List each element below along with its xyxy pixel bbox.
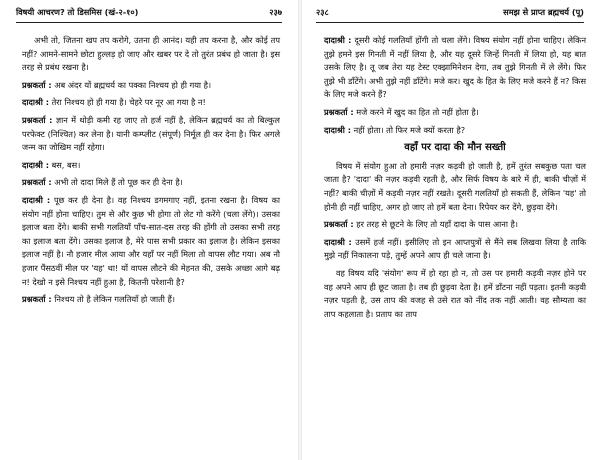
dialogue-paragraph <box>22 176 280 190</box>
right-page-number: २३८ <box>316 7 329 17</box>
dialogue-text: उसमें हर्ज नहीं। इसीलिए तो इन आप्तपुत्रों से मैंने सब लिखवा लिया है ताकि मुझे नहीं निकालना पड़े, तुम्हें अपने आप ही चले जाना है। <box>324 236 586 261</box>
dialogue-paragraph <box>22 96 280 110</box>
right-page-header <box>316 7 584 21</box>
dialogue-paragraph <box>324 218 586 232</box>
paragraph-text: अभी तो, जितना खप तप करोगे, उतना ही आनंद। यही तप करना है, और कोई तप नहीं? आमने-सामने छोटा हुल्लड़ हो जाए और खबर पर दे तो तुरंत प्रबंध हो जाता है। इस तरह से प्रबंध रखना है। <box>22 35 280 73</box>
dialogue-text: अभी तो दादा मिले हैं तो पूछ कर ही देना है। <box>54 177 183 188</box>
dialogue-paragraph <box>324 106 586 120</box>
paragraph <box>324 267 586 321</box>
dialogue-text: तेरा निश्चय हो ही गया है। चेहरे पर नूर आ गया है न! <box>51 97 206 108</box>
dialogue-paragraph <box>22 194 280 289</box>
dialogue-text: हर तरह से छूटने के लिए तो यहाँ दादा के पास आना है। <box>356 219 519 230</box>
paragraph-text: विषय में संयोग हुआ तो हमारी नज़र कड़वी हो जाती है, हमें तुरंत सबकुछ पता चल जाता है? 'दादा' की नज़र कड़वी रहती है, और सिर्फ विषय के बारे में ही, बाकी चीज़ों में नहीं? बाकी चीज़ों में कड़वी नज़र नहीं रखते। दूसरी गलतियाँ हो सकती हैं, लेकिन 'यह' तो होनी ही नहीं चाहिए, अगर हो जाए तो हमें बता देना। रिपेयर कर देंगे, छुड़वा देंगे। <box>324 160 586 212</box>
dialogue-text: नहीं होता। तो फिर मजे क्यों करता है? <box>353 124 466 135</box>
speaker-label: प्रश्नकर्ता : <box>22 114 53 125</box>
paragraph <box>22 34 280 75</box>
dialogue-paragraph <box>22 293 280 307</box>
speaker-label: प्रश्नकर्ता : <box>22 294 52 305</box>
dialogue-paragraph <box>22 79 280 93</box>
speaker-label: प्रश्नकर्ता : <box>324 219 354 230</box>
dialogue-text: बस, बस। <box>51 159 81 170</box>
speaker-label: प्रश्नकर्ता : <box>324 106 354 117</box>
speaker-label: दादाश्री : <box>22 194 51 205</box>
dialogue-text: दूसरी कोई गलतियाँ होंगी तो चला लेंगे। विषय संयोग नहीं होना चाहिए। लेकिन तुझे हमने इस गिनती में नहीं लिया है, और यह दूसरे जिन्हें गिनती में लिया हो, यह बात उसके लिए है। तू जब तेरा यह टेस्ट एक्झामिनेशन देगा, तब तुझे गिनती में ले लेंगे। फिर तुझे भी डाँटेंगे। अभी तुझे नहीं डाँटेंगे। मजे कर। खुद के हित के लिए मजे करने हैं न? किस के लिए मजे करने हैं? <box>324 35 586 100</box>
right-page <box>302 0 600 460</box>
speaker-label: दादाश्री : <box>22 159 49 170</box>
speaker-label: प्रश्नकर्ता : <box>22 79 52 90</box>
paragraph-text: वह विषय यदि 'संयोग' रूप में हो रहा हो न, तो उस पर हमारी कड़वी नज़र होने पर वह अपने आप ही छूट जाता है। तब ही छुड़वा देता है। हमें डाँटना नहीं पड़ता। इतनी कड़वी नज़र पड़ती है, उस ताप की वजह से उसे रात को नींद तक नहीं आती। वह सौम्यता का ताप कहलाता है। प्रताप का ताप <box>324 267 586 319</box>
speaker-label: दादाश्री : <box>324 236 352 247</box>
right-running-title: समझ से प्राप्त ब्रह्मचर्य (पू) <box>503 7 584 17</box>
left-page-body <box>22 34 280 311</box>
dialogue-text: अब अंदर यों ब्रह्मचर्य का पक्का निश्चय हो ही गया है। <box>54 79 212 90</box>
dialogue-text: निश्चय तो है लेकिन गलतियाँ हो जाती हैं। <box>54 294 175 305</box>
section-heading: वहाँ पर दादा की मौन सख्ती <box>404 142 506 154</box>
dialogue-paragraph <box>324 236 586 263</box>
dialogue-paragraph <box>22 159 280 173</box>
left-running-title: विषयी आचरण? तो डिसमिस (खं-२-१०) <box>16 7 139 17</box>
speaker-label: दादाश्री : <box>22 97 49 108</box>
dialogue-paragraph <box>22 114 280 155</box>
dialogue-text: ज्ञान में थोड़ी कमी रह जाए तो हर्ज नहीं है, लेकिन ब्रह्मचर्य का तो बिल्कुल परफेक्ट (निश्चित) कर लेना है। यानी कम्प्लीट (संपूर्ण) निर्मूल ही कर देना है। फिर अगले जन्म का जोखिम नहीं रहेगा। <box>22 114 280 153</box>
left-page <box>0 0 298 460</box>
dialogue-text: मजे करने में खुद का हित तो नहीं होता है। <box>356 106 479 117</box>
left-header-rule <box>16 22 282 23</box>
speaker-label: प्रश्नकर्ता : <box>22 177 52 188</box>
right-page-body <box>324 34 586 325</box>
paragraph <box>324 160 586 214</box>
dialogue-text: पूछ कर ही देना है। वह निश्चय डगमगाए नहीं, इतना रखना है। विषय का संयोग नहीं होना चाहिए। तुम से और कुछ भी होगा तो लेट गो करेंगे (चला लेंगे)। उसका इलाज बता देंगे। बाकी सभी गलतियाँ पाँच-सात-दस तरह की होंगी तो उसका सभी तरह का इलाज बता देंगे। उसका इलाज है, मेरे पास सभी प्रकार का इलाज है। लेकिन इसका इलाज नहीं है। नौ हजार मील आया और यहाँ पर नहीं मिला तो वापस लौट गया। अब नौ हजार पैंसठवीं मील पर 'यह' था! यों वापस लौटने की मेहनत की, उसके अच्छा आगे बढ़ न! देखो न इसे निश्चय नहीं हुआ है, कितनी परेशानी है? <box>22 194 280 287</box>
left-page-header <box>16 7 282 21</box>
left-page-number: २३७ <box>269 7 282 17</box>
speaker-label: दादाश्री : <box>324 35 352 45</box>
dialogue-paragraph <box>324 124 586 138</box>
dialogue-paragraph <box>324 34 586 102</box>
speaker-label: दादाश्री : <box>324 124 351 135</box>
right-header-rule <box>316 22 584 23</box>
